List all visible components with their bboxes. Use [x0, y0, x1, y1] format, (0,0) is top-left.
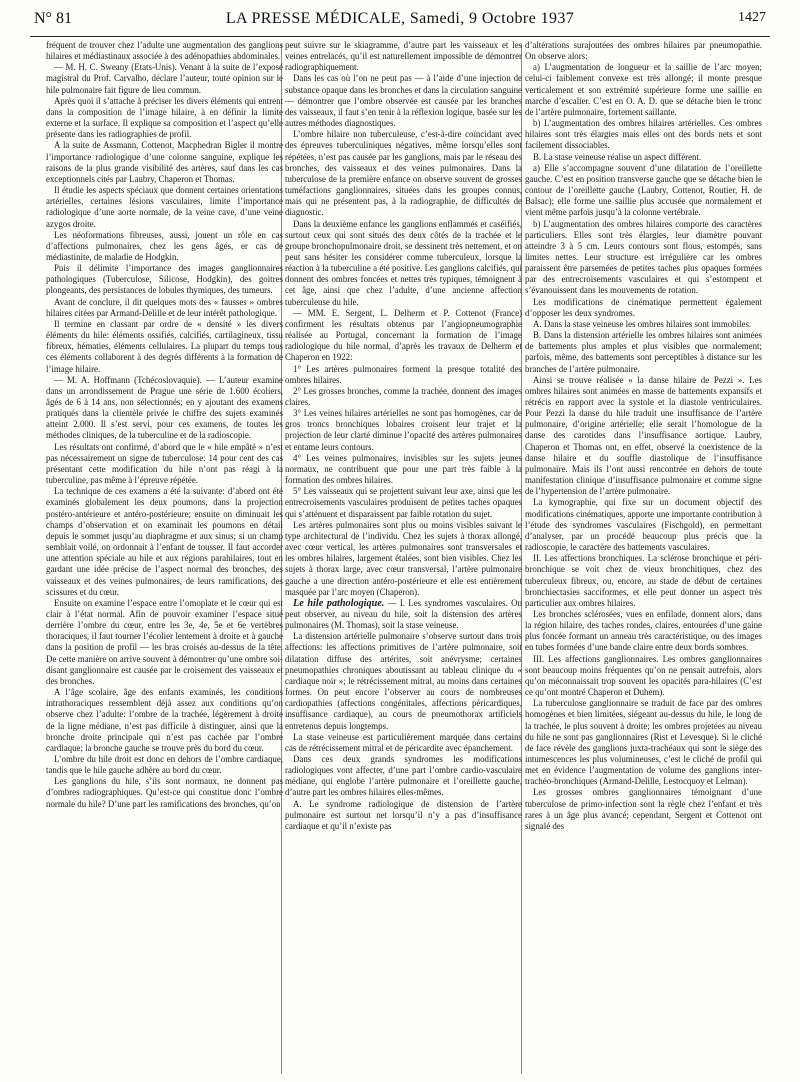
paragraph: A l’âge scolaire, âge des enfants examinés, les conditions intrathoraciques ressemblent déjà assez aux conditions qu’on observe chez l’adulte: l’ombre de la trachée, légèrement à droite de la ligne médiane, n’est pas difficile à distinguer, ainsi que la bronche droite principale qui n’est pas cachée par l’ombre cardiaque; la bronche gauche se trouve près du bord du cœur. — [46, 687, 283, 753]
paragraph: — MM. E. Sergent, L. Delherm et P. Cottenot (France) confirment les résultats obtenus par l’angiopneumographie réalisée au Portugal, concernant la formation de l’image radiologique du hile normal, d’après les travaux de Delherm et Chaperon en 1922: — [285, 307, 522, 363]
section-heading: Le hile pathologique. — [293, 597, 385, 609]
paragraph: La tuberculose ganglionnaire se traduit de face par des ombres homogènes et bien limitées, siégeant au-dessus du hile, le long de la trachée, le plus souvent à droite; les ombres projetées au niveau du hile ne sont pas ganglionnaires (Rist et Levesque). Si le cliché de face révèle des ganglions juxta-trachéaux qui sont le siège des intumescences les plus volumineuses, c’est le cliché de profil qui met en évidence l’augmentation de volume des ganglions inter-trachéo-bronchiques (Armand-Delille, Lestocquoy et Lelman). — [525, 698, 762, 787]
paragraph: 3° Les veines hilaires artérielles ne sont pas homogènes, car de gros troncs bronchiques lobaires croisent leur trajet et la projection de leur clarté diminue l’opacité des artères pulmonaires et entame leurs contours. — [285, 408, 522, 452]
header-rule — [30, 36, 770, 37]
paragraph: — M. H. C. Sweany (Etats-Unis). Venant à la suite de l’exposé magistral du Prof. Carvalho, déclare l’auteur, toute opinion sur le hile pulmonaire fait figure de lieu commun. — [46, 62, 283, 95]
paragraph: A la suite de Assmann, Cottenot, Macphedran Bigler il montre l’importance radiologique d’une colonne sanguine, explique les raisons de la plus grande visibilité des artères, sauf dans les cas exceptionnels cités par Laubry, Chaperon et Thomas. — [46, 140, 283, 184]
paragraph: La technique de ces examens a été la suivante: d’abord ont été examinés globalement les deux poumons, dans la projection postéro-antérieure et antéro-postérieure; ensuite on diminuait les champs d’observation et on examinait les poumons en détail depuis le sommet jusqu’au diaphragme et aux sinus; si un champ semblait voilé, on ordonnait à l’enfant de tousser. Il faut accorder une attention spéciale au hile et aux régions parahilaires, tout en gardant une idée précise de l’aspect normal des bronches, des vaisseaux et des veines pulmonaires, de leurs ramifications, des scissures et du cœur. — [46, 486, 283, 597]
paragraph: La kymographie, qui fixe sur un document objectif des modifications cinématiques, apporte une importante contribution à l’étude des syndromes vasculaires (Fischgold), en permettant d’analyser, par un procédé beaucoup plus précis que la radioscopie, le caractère des battements vasculaires. — [525, 497, 762, 553]
paragraph: Les résultats ont confirmé, d’abord que le « hile empâté » n’est pas nécessairement un signe de tuberculose: 14 pour cent des cas présentant cette modification du hile n’ont pas réagi à la tuberculine, pas même à l’épreuve répétée. — [46, 441, 283, 486]
paragraph: Puis il délimite l’importance des images ganglionnaires pathologiques (Tuberculose, Silicose, Hodgkin), des goitres plongeants, des persistances de lobules thymiques, des tumeurs. — [46, 263, 283, 296]
journal-title: LA PRESSE MÉDICALE, Samedi, 9 Octobre 1937 — [225, 10, 575, 27]
page-number: 1427 — [738, 10, 766, 25]
paragraph: Les artères pulmonaires sont plus ou moins visibles suivant le type architectural de l’individu. Chez les sujets à thorax allongé, avec cœur vertical, les artères pulmonaires sont transversales et les ombres hilaires, largement étalées, sont bien visibles. Chez les sujets à thorax large, avec cœur transversal, l’artère pulmonaire gauche a une direction antéro-postérieure et elle est entièrement masquée par l’arc moyen (Chaperon). — [285, 519, 522, 597]
paragraph: Les néoformations fibreuses, aussi, jouent un rôle en cas d’affections pulmonaires, chez les gens âgés, er cas de médiastinite, de maladie de Hodgkin. — [46, 229, 283, 262]
paragraph: peut suivre sur le skiagramme, d’autre part les vaisseaux et les veines entrelacés, qu’il est naturellement impossible de démontrer radiographiquement. — [285, 40, 522, 73]
text-column-3 — [525, 40, 762, 1076]
page-header — [32, 10, 768, 32]
paragraph: La distension artérielle pulmonaire s’observe surtout dans trois affections: les affections primitives de l’artère pulmonaire, soit dilatation diffuse des artérites, soit anévrysme; certaines pneumopathies chroniques aboutissant au tableau clinique du « cardiaque noir »; le rétrécissement mitral, au moins dans certaines formes. On peut encore l’observer au cours de nombreuses cardiopathies (affections congénitales, affections péricardiques, insuffisance cardiaque), au cours de pneumothorax artificiels entretenus depuis longtemps. — [285, 631, 522, 731]
section-paragraph — [285, 598, 522, 631]
paragraph: Ainsi se trouve réalisée « la danse hilaire de Pezzi ». Les ombres hilaires sont animées en masse de battements expansifs et rétrécis en rapport avec la systole et la diastole ventriculaires. Pour Pezzi la danse du hile traduit une insuffisance de l’artère pulmonaire, d’origine artérielle; elle serait l’homologue de la danse des carotides dans l’insuffisance aortique. Laubry, Chaperon et Thomas ont, en effet, observé la coexistence de la danse hilaire et du souffle diastolique de l’insuffisance pulmonaire. Mais ils l’ont aussi rencontrée en dehors de toute manifestation clinique d’insuffisance pulmonaire et comme signe de l’hypertension de l’artère pulmonaire. — [525, 374, 762, 497]
paragraph-text: — I. Les syndromes vasculaires. On peut observer, au niveau du hile, soit la distension des artères pulmonaires (M. Thomas), soit la stase veineuse. — [285, 597, 522, 631]
paragraph: Avant de conclure, il dit quelques mots des « fausses » ombres hilaires citées par Armand-Delille et de leur intérêt pathologique. — [46, 296, 283, 318]
paragraph: 2° Les grosses bronches, comme la trachée, donnent des images claires. — [285, 385, 522, 407]
paragraph: La stase veineuse est particulièrement marquée dans certains cas de rétrécissement mitral et de péricardite avec épanchement. — [285, 731, 522, 753]
issue-number: N° 81 — [34, 10, 72, 27]
paragraph: Dans les cas où l’on ne peut pas — à l’aide d’une injection de substance opaque dans les bronches et dans la circulation sanguine — démontrer que l’ombre observée est causée par les branches des vaisseaux, il faut s’en tenir à la réflexion logique, basée sur les autres méthodes diagnostiques. — [285, 73, 522, 129]
paragraph: — M. A. Hoffmann (Tchécoslovaquie). — L’auteur examine dans un arrondissement de Prague une série de 1.600 écoliers, âgés de 6 à 14 ans, non sélectionnés; en y ajoutant des examens pratiqués dans la clientèle privée le chiffre des sujets examinés atteint 2.000. Il s’est servi, pour ces examens, de toutes les méthodes cliniques, de la tuberculine et de la radioscopie. — [46, 374, 283, 441]
paragraph: II. Les affections bronchiques. La sclérose bronchique et péri-bronchique se voit chez de vieux bronchitiques, chez des tuberculeux fibreux, ou, encore, au stade de début de certaines bronchiectasies sacciformes, et elle peut donner un aspect très particulier aux ombres hilaires. — [525, 553, 762, 608]
paragraph: a) Elle s’accompagne souvent d’une dilatation de l’oreillette gauche. C’est en position transverse gauche que se détache bien le contour de l’oreillette gauche (Laubry, Cottenot, Routier, H. de Balsac); elle forme une saillie plus accusée que normalement et vient même parfois jusqu’à la colonne vertébrale. — [525, 162, 762, 218]
paragraph: Dans ces deux grands syndromes les modifications radiologiques vont affecter, d’une part l’ombre cardio-vasculaire médiane, qui englobe l’artère pulmonaire et l’oreillette gauche, d’autre part les ombres hilaires elles-mêmes. — [285, 754, 522, 798]
paragraph: 1° Les artères pulmonaires forment la presque totalité des ombres hilaires. — [285, 363, 522, 385]
paragraph: Les modifications de cinématique permettent également d’opposer les deux syndromes. — [525, 296, 762, 318]
paragraph: a) L’augmentation de longueur et la saillie de l’arc moyen; celui-ci faiblement convexe est très allongé; il monte presque verticalement et son extrémité supérieure forme une saillie en marche d’escalier. C’est en O. A. D. que se détache bien le tronc de l’artère pulmonaire, fortement saillante. — [525, 62, 762, 117]
paragraph: III. Les affections ganglionnaires. Les ombres ganglionnaires sont beaucoup moins fréquentes qu’on ne pensait autrefois, alors qu’on méconnaissait trop souvent les opacités para-hilaires (C’est ce qu’ont montré Chaperon et Duhem). — [525, 653, 762, 698]
paragraph: Les ganglions du hile, s’ils sont normaux, ne donnent pas d’ombres radiographiques. Qu’est-ce qui constitue donc l’ombre normale du hile? D’une part les ramifications des bronches, qu’on — [46, 776, 283, 809]
text-column-2 — [285, 40, 522, 1076]
paragraph: A. Le syndrome radiologique de distension de l’artère pulmonaire est surtout net lorsqu’il n’y a pas d’insuffisance cardiaque et qu’il n’existe pas — [285, 798, 522, 831]
paragraph: L’ombre du hile droit est donc en dehors de l’ombre cardiaque, tandis que le hile gauche adhère au bord du cœur. — [46, 754, 283, 776]
paragraph: Dans la deuxième enfance les ganglions enflammés et caséifiés, surtout ceux qui sont situés des deux côtés de la trachée et le groupe bronchopulmonaire droit, se dessinent très nettement, et on peut sans hésiter les considérer comme tuberculeux, lorsque la réaction à la tuberculine a été positive. Les ganglions calcifiés, qui donnent des ombres foncées et nettes très typiques, témoignent à cet âge, ainsi que chez l’adulte, d’une ancienne affection tuberculeuse du hile. — [285, 218, 522, 307]
paragraph: B. Dans la distension artérielle les ombres hilaires sont animées de battements plus amples et plus visibles que normalement; parfois, même, des battements sont perceptibles à distance sur les branches de l’artère pulmonaire. — [525, 330, 762, 374]
paragraph: Il étudie les aspects spéciaux que donnent certaines orientations artérielles, certaines lésions vasculaires, limite l’importance radiologique d’une aorte normale, de la veine cave, d’une veine azygos droite. — [46, 185, 283, 229]
paragraph: d’altérations surajoutées des ombres hilaires par pneumopathie. On observe alors: — [525, 40, 762, 62]
text-column-1 — [46, 40, 283, 1076]
paragraph: B. La stase veineuse réalise un aspect différent. — [533, 151, 702, 162]
paragraph: 4° Les veines pulmonaires, invisibles sur les sujets jeunes normaux, ne contribuent que pour une part très faible à la formation des ombres hilaires. — [285, 452, 522, 486]
paragraph: b) L’augmentation des ombres hilaires comporte des caractères particuliers. Elles sont très élargies, leur diamètre pouvant atteindre 3 à 5 cm. Leurs contours sont flous, estompés, sans limites nettes. Leur structure est irrégulière car les ombres paraissent être parsemées de petites taches plus opaques formées par des entrecroisements vasculaires et qui s’estompent et s’évanouissent dans les mouvements de rotation. — [525, 218, 762, 296]
paragraph: Après quoi il s’attache à préciser les divers éléments qui entrent dans la composition de l’image hilaire, à en définir la limite externe et la surface. Il explique sa composition et l’aspect qu’elle présente dans les radiographies de profil. — [46, 95, 283, 140]
paragraph: L’ombre hilaire non tuberculeuse, c’est-à-dire coïncidant avec des épreuves tuberculiniques négatives, même lorsqu’elles sont répétées, n’est pas causée par les ganglions, mais par le réseau des bronches, des vaisseaux et des veines pulmonaires. Dans la tuberculose de la première enfance on observe souvent de grosses tuméfactions ganglionnaires, situées dans les groupes connus, mais qui ne présentent pas, à la radiographie, de difficultés de diagnostic. — [285, 129, 522, 218]
paragraph: A. Dans la stase veineuse les ombres hilaires sont immobiles. — [533, 318, 752, 329]
paragraph: fréquent de trouver chez l’adulte une augmentation des ganglions hilaires et médiastinaux associée à des adénopathies abdominales. — [46, 40, 283, 62]
paragraph: Il termine en classant par ordre de « densité » les divers éléments du hile: éléments ossifiés, calcifiés, cartilagineux, tissu fibreux, hématies, éléments cellulaires. La plupart du temps tous ces éléments collaborent à des degrés différents à la formation de l’image hilaire. — [46, 318, 283, 374]
paragraph: Ensuite on examine l’espace entre l’omoplate et le cœur qui est clair à l’état normal. Afin de pouvoir examiner l’espace situé derrière l’ombre du cœur, entre les 3e, 4e, 5e et 6e vertèbres thoraciques, il faut tourner l’écolier lentement à droite et à gauche dans la position de profil — les bras croisés au-dessus de la tête. De cette manière on arrive souvent à démontrer qu’une ombre soi-disant ganglionnaire est causée par le croisement des vaisseaux et des bronches. — [46, 597, 283, 686]
paragraph: b) L’augmentation des ombres hilaires artérielles. Ces ombres hilaires sont très élargies mais elles ont des bords nets et sont facilement dissociables. — [525, 118, 762, 151]
paragraph: Les grosses ombres ganglionnaires témoignant d’une tuberculose de primo-infection sont la règle chez l’enfant et très rares à un âge plus avancé; cependant, Sergent et Cottenot ont signalé des — [525, 787, 762, 831]
paragraph: Les bronches sclérosées, vues en enfilade, donnent alors, dans la région hilaire, des taches rondes, claires, entourées d’une gaine plus foncée formant un anneau très caractéristique, ou des images en tubes formées d’une bande claire entre deux bords sombres. — [525, 608, 762, 653]
paragraph: 5° Les vaisseaux qui se projettent suivant leur axe, ainsi que les entrecroisements vasculaires produisent de petites taches opaques qui s’atténuent et disparaissent par faible rotation du sujet. — [285, 486, 522, 519]
